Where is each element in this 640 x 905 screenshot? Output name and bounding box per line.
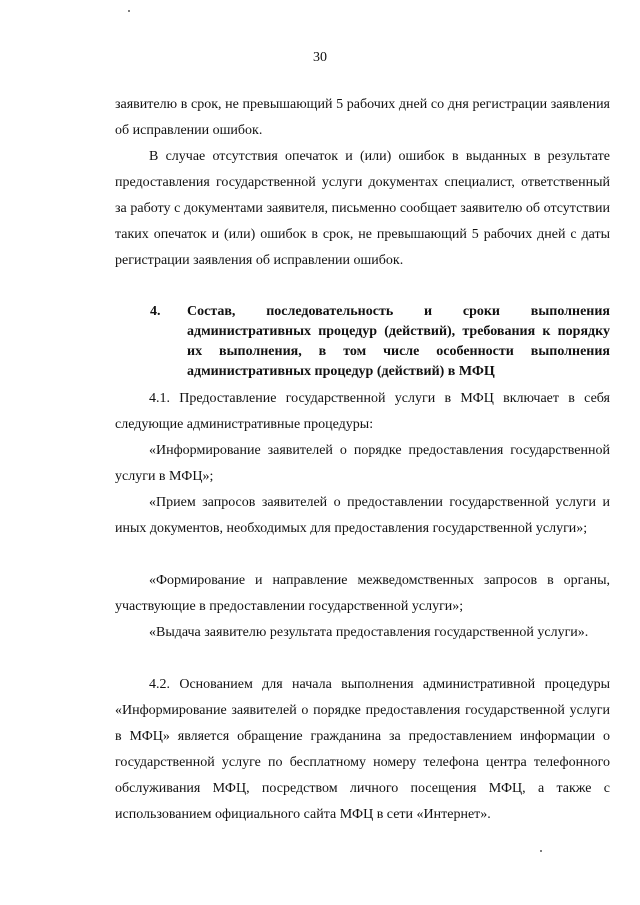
- section-number: 4.: [150, 304, 161, 319]
- clause-4-2: 4.2. Основанием для начала выполнения административной процедуры «Информирование заявителей о порядке предоставления государственной услуги в МФЦ» является обращение гражданина за предоставлением информации о государственной услуге по бесплатному номеру телефона центра телефонного обслуживания МФЦ, посредством личного посещения МФЦ, а также с использованием официального сайта МФЦ в сети «Интернет».: [115, 677, 610, 822]
- paragraph-no-errors: В случае отсутствия опечаток и (или) ошибок в выданных в результате предоставления государственной услуги документах специалист, ответственный за работу с документами заявителя, письменно сообщает заявителю об отсутствии таких опечаток и (или) ошибок в срок, не превышающий 5 рабочих дней с даты регистрации заявления об исправлении ошибок.: [115, 149, 610, 268]
- paragraph-continuation: заявителю в срок, не превышающий 5 рабочих дней со дня регистрации заявления об исправлении ошибок.: [115, 97, 610, 138]
- section-title: Состав, последовательность и сроки выполнения административных процедур (действий), требования к порядку их выполнения, в том числе особенности выполнения административных процедур (действий) в МФЦ: [187, 304, 610, 379]
- procedure-item-3: «Формирование и направление межведомственных запросов в органы, участвующие в предоставлении государственной услуги»;: [115, 573, 610, 614]
- procedure-item-4: «Выдача заявителю результата предоставления государственной услуги».: [149, 625, 589, 640]
- page-number: 30: [313, 50, 327, 65]
- section-heading: [150, 302, 610, 382]
- clause-4-1-intro: 4.1. Предоставление государственной услуги в МФЦ включает в себя следующие административные процедуры:: [115, 391, 610, 432]
- procedure-item-1: «Информирование заявителей о порядке предоставления государственной услуги в МФЦ»;: [115, 443, 610, 484]
- procedure-item-2: «Прием запросов заявителей о предоставлении государственной услуги и иных документов, необходимых для предоставления государственной услуги»;: [115, 495, 610, 536]
- scan-speck: [540, 850, 542, 852]
- scan-speck: [128, 10, 130, 12]
